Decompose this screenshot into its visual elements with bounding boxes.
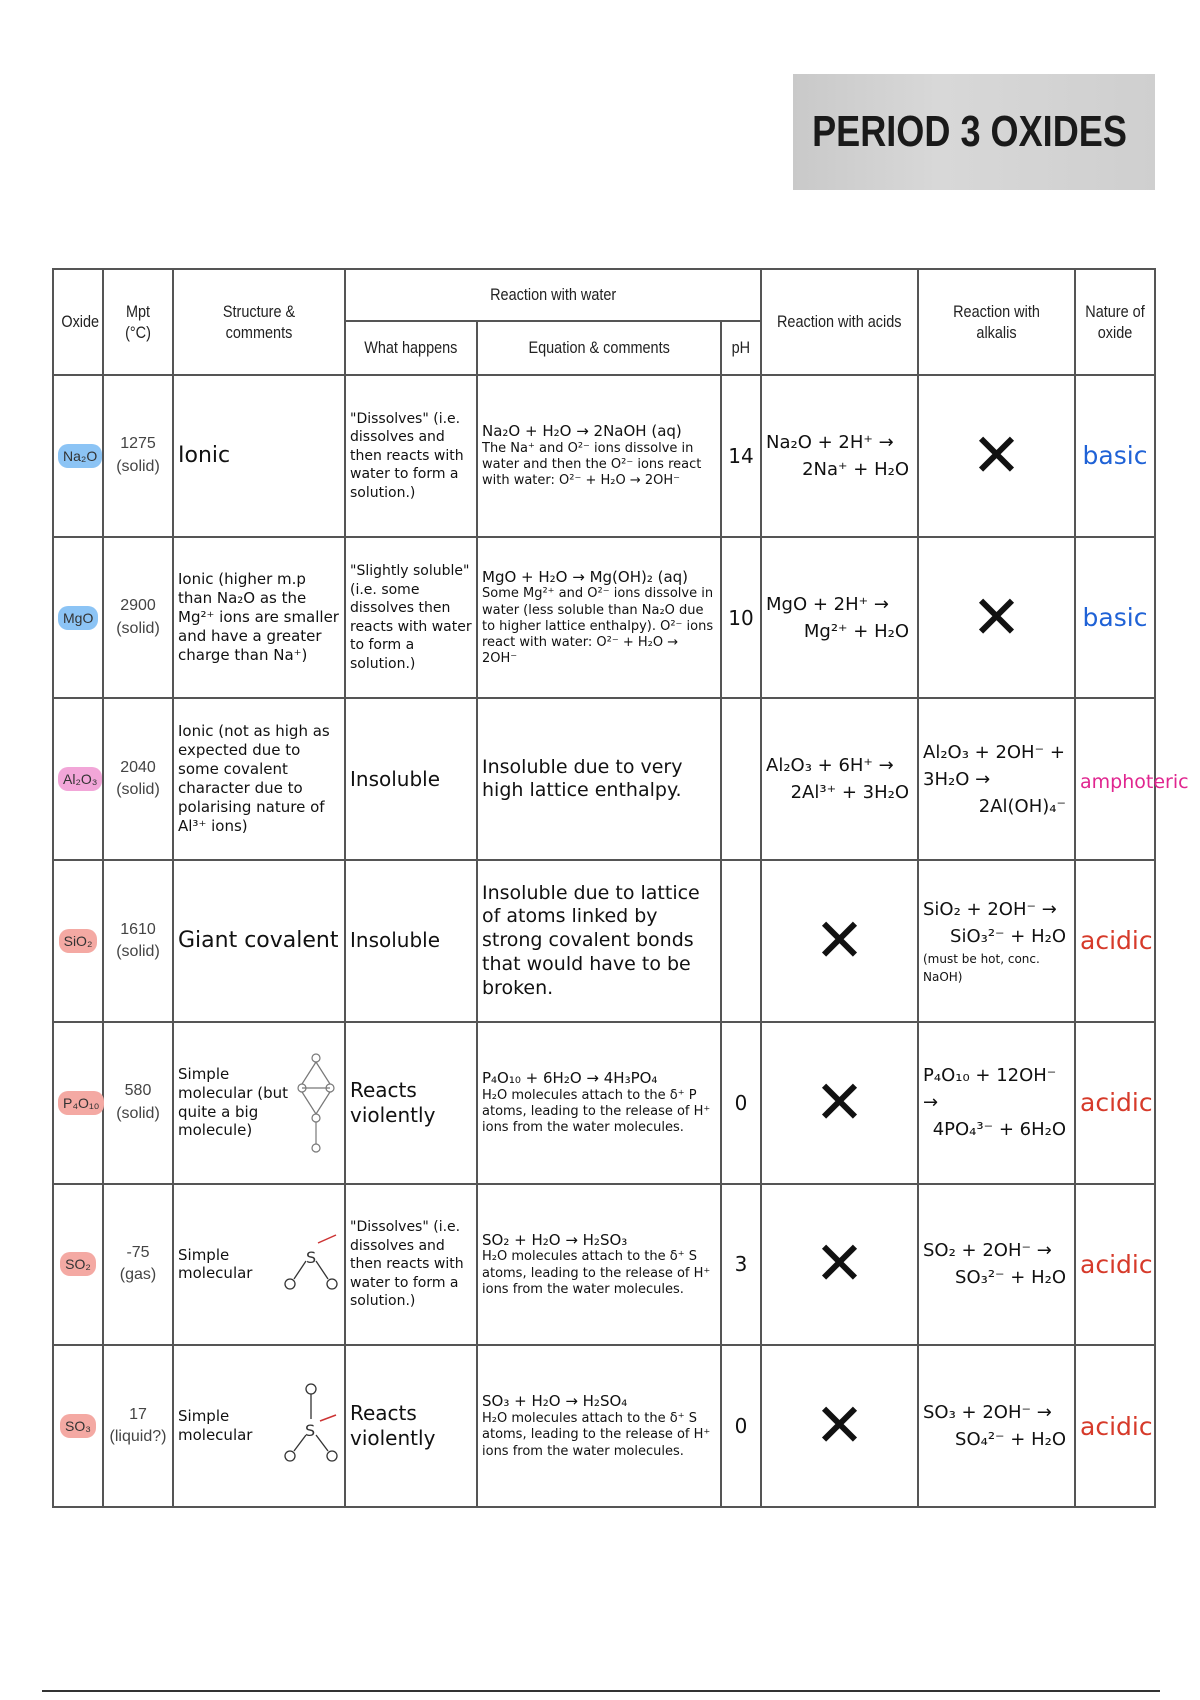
structure-cell [173,1184,345,1346]
oxide-cell [53,1022,103,1184]
ph-cell [721,1022,761,1184]
mpt-cell [103,1345,173,1507]
mpt-value: 2900 [120,597,156,615]
header-structure: Structure & comments [173,269,345,375]
structure-cell [173,860,345,1022]
structure-text: Simple molecular (but quite a big molecule) [178,1065,288,1140]
nature-label: basic [1082,441,1148,471]
oxide-cell [53,375,103,537]
equation-comment: H₂O molecules attach to the δ⁺ S atoms, leading to the release of H⁺ ions from the water molecules. [482,1249,711,1297]
what-happens-cell [345,860,477,1022]
mpt-cell [103,698,173,860]
nature-label: acidic [1080,1088,1153,1118]
ph-cell [721,375,761,537]
equation-text: Insoluble due to very high lattice enthalpy. [482,755,683,802]
ph-value: 14 [728,443,754,468]
equation-comment: Some Mg²⁺ and O²⁻ ions dissolve in water (less soluble than Na₂O due to higher lattice enthalpy). O²⁻ ions react with water: O²⁻ + H₂O → 2OH⁻ [482,586,714,667]
acids-eq-line1: Al₂O₃ + 6H⁺ → [766,755,894,777]
equation-text: SO₂ + H₂O → H₂SO₃ [482,1230,628,1249]
nature-cell [1075,1022,1155,1184]
p4o10-molecule-icon [292,1048,340,1158]
what-happens-text: "Dissolves" (i.e. dissolves and then reacts with water to form a solution.) [350,410,464,501]
structure-cell [173,1022,345,1184]
mpt-value: -75 [126,1243,150,1261]
acids-eq-line1: Na₂O + 2H⁺ → [766,431,894,453]
oxide-cell [53,860,103,1022]
ph-cell [721,698,761,860]
cross-icon: ✕ [971,420,1022,491]
acids-cell [761,1345,918,1507]
acids-eq-line2: 2Na⁺ + H₂O [802,458,909,480]
acids-eq-line2: 2Al³⁺ + 3H₂O [790,782,909,804]
alkalis-cell [918,698,1075,860]
mpt-cell [103,375,173,537]
oxide-formula-badge: MgO [58,606,98,630]
alkalis-eq-line2: SiO₃²⁻ + H₂O [950,925,1066,947]
cross-icon: ✕ [814,1391,865,1462]
oxide-formula-badge: Al₂O₃ [58,767,102,791]
nature-label: acidic [1080,1411,1153,1441]
mpt-value: 2040 [120,758,156,776]
what-happens-cell [345,1022,477,1184]
equation-cell [477,698,721,860]
oxide-cell [53,1345,103,1507]
table-row [53,1345,1155,1507]
ph-value: 10 [728,605,754,630]
alkalis-cell [918,860,1075,1022]
what-happens-text: "Slightly soluble" (i.e. some dissolves then reacts with water to form a solution.) [350,563,472,672]
acids-cell [761,375,918,537]
alkalis-cell [918,537,1075,699]
oxide-cell [53,537,103,699]
equation-cell [477,1345,721,1507]
oxide-formula-badge: Na₂O [58,444,102,468]
header-equation: Equation & comments [477,321,721,375]
header-ph: pH [721,321,761,375]
acids-cell [761,860,918,1022]
svg-text:S: S [305,1421,316,1441]
mpt-value: 17 [129,1405,147,1423]
equation-text: Na₂O + H₂O → 2NaOH (aq) [482,422,682,441]
table-body [53,375,1189,1507]
acids-eq-line1: MgO + 2H⁺ → [766,593,889,615]
alkalis-eq-line2: 2Al(OH)₄⁻ [978,795,1066,817]
acids-cell [761,537,918,699]
mpt-cell [103,1184,173,1346]
oxide-cell [53,698,103,860]
structure-text: Giant covalent [178,928,339,954]
what-happens-cell [345,537,477,699]
mpt-value: 580 [124,1082,152,1100]
equation-comment: H₂O molecules attach to the δ⁺ P atoms, leading to the release of H⁺ ions from the water molecules. [482,1087,711,1136]
cross-icon: ✕ [814,1229,865,1300]
table-row [53,1184,1155,1346]
table-row [53,698,1155,860]
what-happens-text: Insoluble [350,928,441,953]
equation-cell [477,375,721,537]
table-row [53,537,1155,699]
oxide-formula-badge: SiO₂ [59,929,98,953]
header-oxide: Oxide [53,269,103,375]
ph-cell [721,1184,761,1346]
table-row [53,1022,1155,1184]
cross-icon: ✕ [814,1067,865,1138]
alkalis-note: (must be hot, conc. NaOH) [923,951,1040,984]
mpt-state: (solid) [116,1104,160,1122]
what-happens-cell [345,698,477,860]
header-what-happens: What happens [345,321,477,375]
ph-value: 0 [734,1090,748,1115]
nature-label: acidic [1080,926,1153,956]
structure-cell [173,375,345,537]
equation-cell [477,860,721,1022]
alkalis-cell [918,1184,1075,1346]
cross-icon: ✕ [971,582,1022,653]
alkalis-eq-line1: P₄O₁₀ + 12OH⁻ → [923,1065,1057,1114]
acids-cell [761,1184,918,1346]
alkalis-eq-line1: Al₂O₃ + 2OH⁻ + 3H₂O → [923,741,1065,790]
title-banner [793,74,1155,190]
table-row [53,860,1155,1022]
alkalis-cell [918,1345,1075,1507]
what-happens-text: Reacts violently [350,1077,436,1127]
alkalis-cell [918,1022,1075,1184]
ph-cell [721,1345,761,1507]
alkalis-eq-line2: 4PO₄³⁻ + 6H₂O [932,1119,1066,1141]
ph-cell [721,860,761,1022]
alkalis-eq-line2: SO₃²⁻ + H₂O [955,1267,1066,1289]
what-happens-text: "Dissolves" (i.e. dissolves and then reacts with water to form a solution.) [350,1219,464,1310]
oxide-cell [53,1184,103,1346]
equation-cell [477,1022,721,1184]
equation-comment: H₂O molecules attach to the δ⁺ S atoms, leading to the release of H⁺ ions from the water molecules. [482,1411,711,1459]
nature-cell [1075,1184,1155,1346]
structure-text: Simple molecular [178,1407,253,1445]
mpt-state: (liquid?) [109,1428,167,1446]
oxides-table [52,268,1189,1508]
svg-text:S: S [306,1248,317,1268]
mpt-state: (solid) [116,457,160,475]
structure-text: Simple molecular [178,1245,253,1283]
nature-cell [1075,375,1155,537]
mpt-cell [103,860,173,1022]
mpt-state: (solid) [116,619,160,637]
header-mpt: Mpt (°C) [103,269,173,375]
page-title: PERIOD 3 OXIDES [812,107,1127,156]
structure-cell [173,537,345,699]
equation-cell [477,1184,721,1346]
footer-divider [42,1690,1160,1692]
what-happens-cell [345,1345,477,1507]
so2-molecule-icon [282,1229,340,1299]
nature-cell [1075,860,1155,1022]
nature-label: amphoteric [1080,770,1189,793]
acids-eq-line2: Mg²⁺ + H₂O [803,620,909,642]
ph-value: 3 [734,1252,748,1277]
what-happens-cell [345,1184,477,1346]
what-happens-text: Insoluble [350,766,441,791]
nature-label: acidic [1080,1249,1153,1279]
alkalis-eq-line1: SiO₂ + 2OH⁻ → [923,898,1057,920]
what-happens-cell [345,375,477,537]
equation-text: SO₃ + H₂O → H₂SO₄ [482,1392,628,1411]
ph-cell [721,537,761,699]
oxide-formula-badge: SO₂ [60,1252,96,1276]
alkalis-cell [918,375,1075,537]
structure-text: Ionic [178,443,231,469]
equation-text: MgO + H₂O → Mg(OH)₂ (aq) [482,567,689,586]
oxide-formula-badge: P₄O₁₀ [58,1091,104,1115]
what-happens-text: Reacts violently [350,1401,436,1451]
structure-text: Ionic (not as high as expected due to some covalent character due to polarising nature of Al³⁺ ions) [178,722,330,836]
structure-cell [173,1345,345,1507]
structure-text: Ionic (higher m.p than Na₂O as the Mg²⁺ ions are smaller and have a greater charge than Na⁺) [178,570,339,665]
header-nature: Nature of oxide [1075,269,1155,375]
header-acids: Reaction with acids [761,269,918,375]
mpt-cell [103,537,173,699]
nature-cell [1075,1345,1155,1507]
oxide-formula-badge: SO₃ [60,1414,96,1438]
ph-value: 0 [734,1414,748,1439]
header-reaction-water: Reaction with water [345,269,761,321]
table-row [53,375,1155,537]
so3-molecule-icon [282,1381,340,1471]
alkalis-eq-line1: SO₃ + 2OH⁻ → [923,1402,1052,1424]
equation-text: Insoluble due to lattice of atoms linked by strong covalent bonds that would have to be broken. [482,881,700,999]
acids-cell [761,1022,918,1184]
nature-cell [1075,698,1189,860]
mpt-state: (gas) [119,1266,157,1284]
nature-cell [1075,537,1155,699]
alkalis-eq-line2: SO₄²⁻ + H₂O [955,1429,1066,1451]
alkalis-eq-line1: SO₂ + 2OH⁻ → [923,1240,1052,1262]
cross-icon: ✕ [814,905,865,976]
equation-comment: The Na⁺ and O²⁻ ions dissolve in water and then the O²⁻ ions react with water: O²⁻ + H₂O → 2OH⁻ [482,440,702,489]
mpt-cell [103,1022,173,1184]
equation-text: P₄O₁₀ + 6H₂O → 4H₃PO₄ [482,1068,658,1087]
mpt-state: (solid) [116,781,160,799]
nature-label: basic [1082,603,1148,633]
equation-cell [477,537,721,699]
acids-cell [761,698,918,860]
header-alkalis: Reaction with alkalis [918,269,1075,375]
mpt-value: 1610 [120,920,156,938]
structure-cell [173,698,345,860]
mpt-state: (solid) [116,942,160,960]
mpt-value: 1275 [120,435,156,453]
